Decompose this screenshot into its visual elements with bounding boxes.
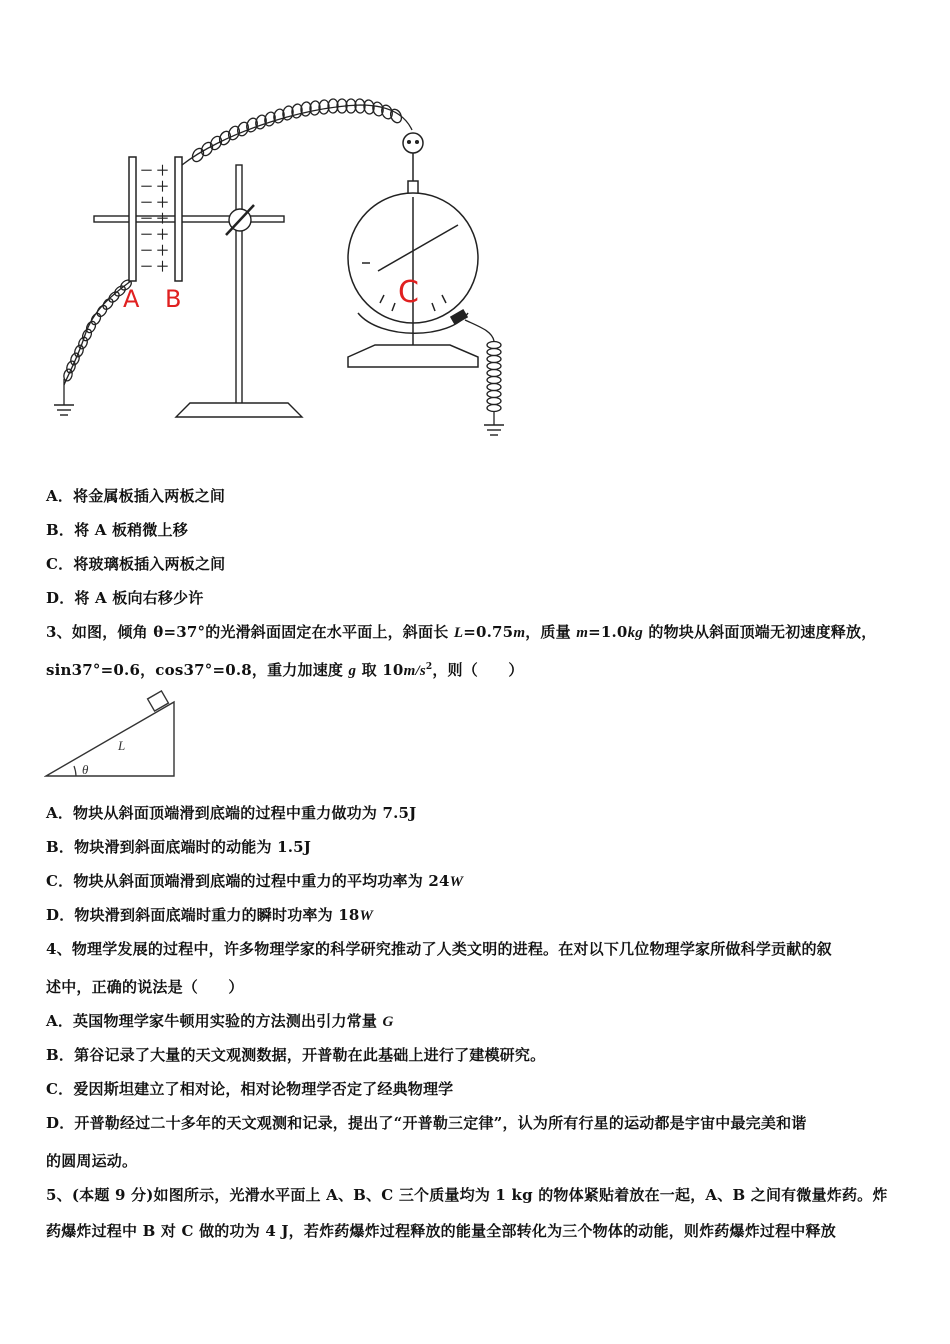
q2-option-a: A．将金属板插入两板之间	[46, 487, 226, 505]
iron-stand	[176, 165, 302, 417]
plate-b	[175, 157, 182, 281]
q5-stem-line-2: 药爆炸过程中 B 对 C 做的功为 4 J，若炸药爆炸过程释放的能量全部转化为三个物体的动能，则炸药爆炸过程中释放	[46, 1222, 836, 1240]
q3-option-b: B．物块滑到斜面底端时的动能为 1.5J	[46, 838, 312, 856]
plus-sign: ＋	[156, 260, 170, 275]
electroscope-capacitor-figure	[40, 95, 520, 450]
label-b: B	[165, 285, 182, 313]
q3-stem-line-2: sin37°=0.6，cos37°=0.8，重力加速度 g 取 $10m/s^2$，则（ ）	[46, 661, 524, 679]
q4-option-b: B．第谷记录了大量的天文观测数据，开普勒在此基础上进行了建模研究。	[46, 1046, 546, 1064]
plate-a	[129, 157, 136, 281]
q4-stem-line-1: 4、物理学发展的过程中，许多物理学家的科学研究推动了人类文明的进程。在对以下几位物理学家所做科学贡献的叙	[46, 940, 832, 958]
minus-sign: －	[140, 228, 154, 243]
ground-symbol-left	[54, 405, 74, 415]
q4-stem-line-2: 述中，正确的说法是（ ）	[46, 978, 244, 996]
spring-coil-top	[182, 99, 412, 165]
q4-option-a: A．英国物理学家牛顿用实验的方法测出引力常量 G	[46, 1012, 394, 1030]
plus-sign: ＋	[156, 164, 170, 179]
q2-option-c: C．将玻璃板插入两板之间	[46, 555, 226, 573]
minus-sign: －	[140, 244, 154, 259]
plus-sign: ＋	[156, 196, 170, 211]
q2-option-b: B．将 A 板稍微上移	[46, 521, 188, 539]
label-a: A	[123, 285, 140, 313]
incline-label-l: L	[118, 738, 126, 753]
incline-label-theta: θ	[82, 762, 89, 777]
minus-sign: －	[140, 196, 154, 211]
q5-stem-line-1: 5、(本题 9 分)如图所示，光滑水平面上 A、B、C 三个质量均为 1 kg 的物体紧贴着放在一起，A、B 之间有微量炸药。炸	[46, 1186, 888, 1204]
ground-symbol-right	[484, 425, 504, 435]
minus-sign: －	[140, 180, 154, 195]
minus-sign: －	[140, 164, 154, 179]
q4-option-c: C．爱因斯坦建立了相对论，相对论物理学否定了经典物理学	[46, 1080, 454, 1098]
plus-sign: ＋	[156, 212, 170, 227]
q3-option-d: D．物块滑到斜面底端时重力的瞬时功率为 18W	[46, 906, 374, 924]
label-c: C	[398, 275, 419, 310]
electroscope	[348, 133, 478, 367]
incline-figure	[44, 688, 184, 782]
q2-option-d: D．将 A 板向右移少许	[46, 589, 204, 607]
q4-option-d-line-2: 的圆周运动。	[46, 1152, 138, 1170]
plus-sign: ＋	[156, 228, 170, 243]
minus-sign: －	[140, 260, 154, 275]
q3-stem-line-1: 3、如图，倾角 θ=37°的光滑斜面固定在水平面上，斜面长 L=0.75m，质量 m=1.0kg 的物块从斜面顶端无初速度释放，	[46, 623, 877, 641]
q3-option-a: A．物块从斜面顶端滑到底端的过程中重力做功为 7.5J	[46, 804, 417, 822]
minus-sign: －	[140, 212, 154, 227]
support-rod	[94, 216, 284, 222]
q4-option-d-line-1: D．开普勒经过二十多年的天文观测和记录，提出了“开普勒三定律”，认为所有行星的运动都是宇宙中最完美和谐	[46, 1114, 807, 1132]
plus-sign: ＋	[156, 244, 170, 259]
q3-option-c: C．物块从斜面顶端滑到底端的过程中重力的平均功率为 24W	[46, 872, 464, 890]
plus-sign: ＋	[156, 180, 170, 195]
spring-coil-right	[465, 320, 501, 425]
